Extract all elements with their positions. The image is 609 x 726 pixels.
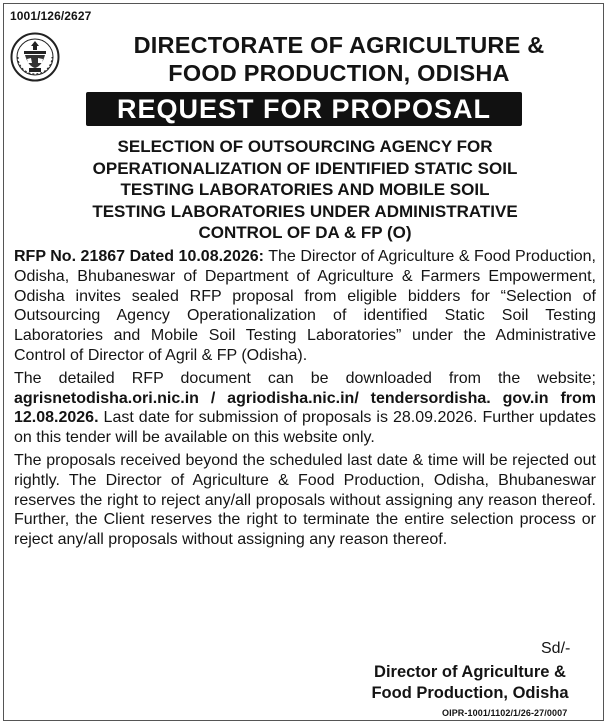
- odisha-emblem-icon: [10, 32, 60, 82]
- signatory-line1: Director of Agriculture &: [374, 663, 566, 681]
- organization-name-line1: DIRECTORATE OF AGRICULTURE &: [133, 32, 545, 58]
- signatory-line2: Food Production, Odisha: [371, 684, 569, 702]
- subject-line: SELECTION OF OUTSOURCING AGENCY FOR: [117, 137, 493, 156]
- organization-name: [74, 31, 604, 87]
- reference-number-top: 1001/126/2627: [10, 9, 92, 23]
- paragraph-download-info: [14, 369, 596, 448]
- organization-name-line2: FOOD PRODUCTION, ODISHA: [168, 60, 510, 86]
- request-for-proposal-banner: REQUEST FOR PROPOSAL: [86, 92, 522, 126]
- website-links[interactable]: agrisnetodisha.ori.nic.in / agriodisha.nic.in/ tendersordisha. gov.in from 12.08.2026.: [14, 389, 596, 427]
- paragraph-rejection-terms: The proposals received beyond the scheduled last date & time will be rejected out rightly. The Director of Agriculture & Food Production, Odisha, Bhubaneswar reserves the right to reject any/all proposals without assigning any reason thereof. Further, the Client reserves the right to terminate the entire selection process or reject any/all proposals without assigning any reason thereof.: [14, 451, 596, 549]
- subject-line: TESTING LABORATORIES UNDER ADMINISTRATIVE: [92, 201, 518, 221]
- signatory: [350, 662, 590, 704]
- reference-number-bottom: OIPR-1001/1102/1/26-27/0007: [442, 708, 568, 718]
- rfp-reference: RFP No. 21867 Dated 10.08.2026:: [14, 248, 264, 265]
- download-intro: The detailed RFP document can be downloaded from the website;: [14, 369, 596, 387]
- signature-mark: Sd/-: [541, 640, 571, 657]
- subject-line: CONTROL OF DA & FP (O): [198, 223, 412, 242]
- rfp-details-text: The Director of Agriculture & Food Production, Odisha, Bhubaneswar of Department of Agriculture & Farmers Empowerment, Odisha invites sealed RFP proposal from eligible bidders for “Selection of Outsourcing Agency Operationalization of identified Static Soil Testing Laboratories and Mobile Soil Testing Laboratories” under the Administrative Control of Director of Agril & FP (Odisha).: [14, 248, 596, 364]
- subject-line: TESTING LABORATORIES AND MOBILE SOIL: [120, 180, 490, 199]
- notice-body: [14, 247, 596, 553]
- submission-deadline-text: Last date for submission of proposals is 28.09.2026. Further updates on this tender will be available on this website only.: [14, 409, 596, 447]
- subject-line: OPERATIONALIZATION OF IDENTIFIED STATIC SOIL: [92, 158, 518, 178]
- paragraph-rfp-details: [14, 247, 596, 366]
- subject-heading: [40, 136, 570, 244]
